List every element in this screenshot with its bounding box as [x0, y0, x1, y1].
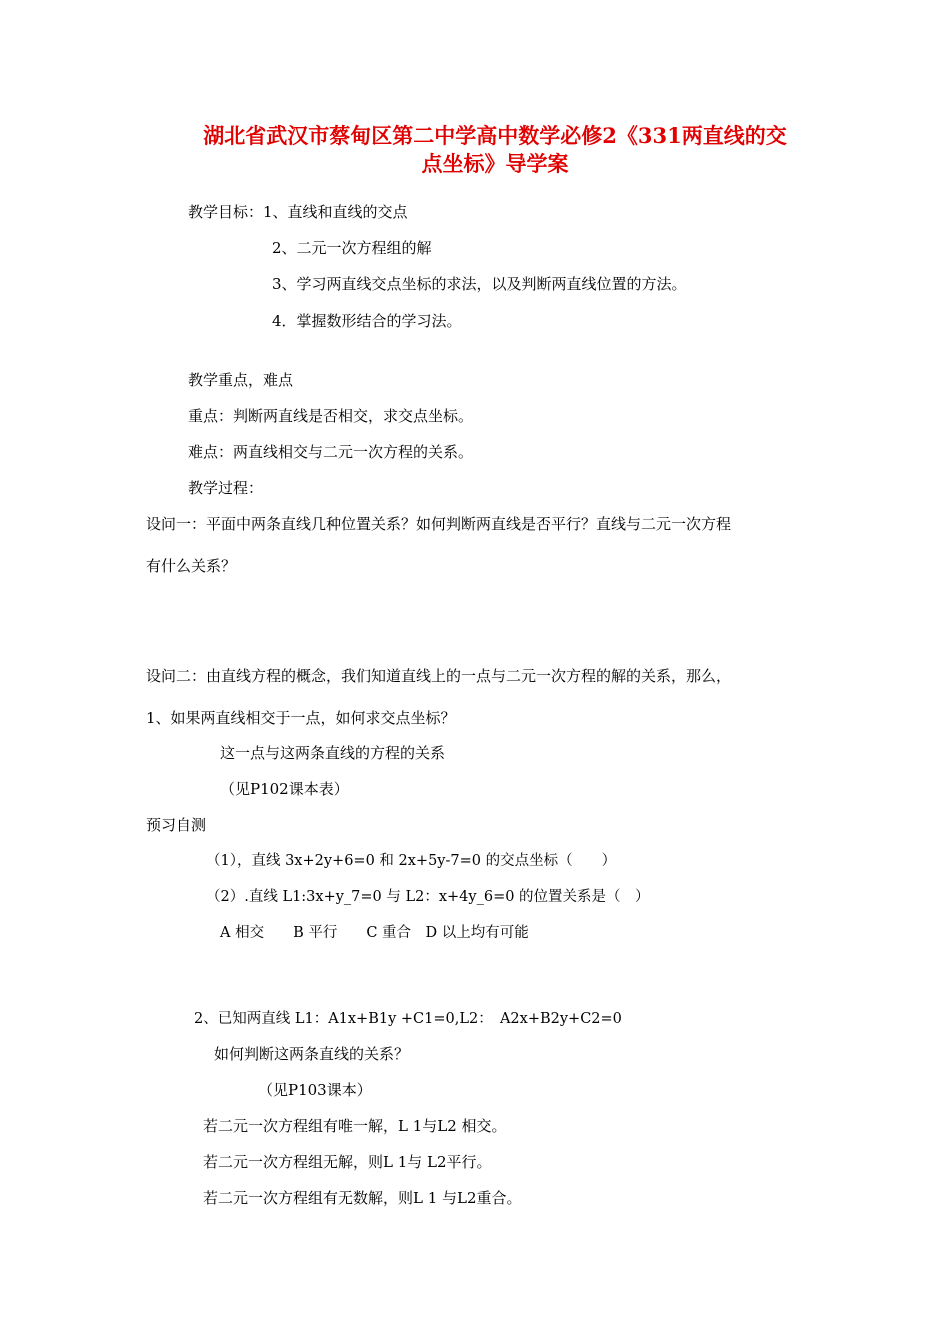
question2-reference: （见P102课本表）: [220, 780, 349, 798]
part2-case3: 若二元一次方程组有无数解，则L 1 与L2重合。: [203, 1189, 522, 1207]
objective-item-2: 2、二元一次方程组的解: [272, 239, 432, 257]
part2-case2: 若二元一次方程组无解，则L 1与 L2平行。: [203, 1153, 492, 1171]
pretest-options: A 相交 B 平行 C 重合 D 以上均有可能: [220, 925, 529, 941]
part2-ask: 如何判断这两条直线的关系？: [214, 1045, 410, 1063]
pretest-q2: （2）.直线 L1:3x+y_7=0 与 L2：x+4y_6=0 的位置关系是（ ）: [206, 889, 650, 905]
pretest-q1: （1），直线 3x+2y+6=0 和 2x+5y-7=0 的交点坐标（ ）: [206, 853, 617, 869]
part2-given: 2、已知两直线 L1：A1x+B1y +C1=0,L2： A2x+B2y+C2=0: [194, 1011, 622, 1027]
focus-point: 重点：判断两直线是否相交，求交点坐标。: [188, 407, 474, 425]
process-heading: 教学过程：: [188, 479, 264, 497]
key-points-heading: 教学重点，难点: [188, 371, 294, 389]
question1-line1: 设问一：平面中两条直线几种位置关系？如何判断两直线是否平行？直线与二元一次方程: [146, 515, 732, 533]
difficulty-point: 难点：两直线相交与二元一次方程的关系。: [188, 443, 474, 461]
pretest-heading: 预习自测: [146, 816, 207, 834]
question2-line1: 设问二：由直线方程的概念，我们知道直线上的一点与二元一次方程的解的关系，那么，: [146, 667, 732, 685]
objective-item-4: 4．掌握数形结合的学习法。: [272, 312, 462, 330]
question2-relation: 这一点与这两条直线的方程的关系: [220, 744, 446, 762]
objectives-label: 教学目标：1、直线和直线的交点: [188, 203, 408, 221]
document-title-line1: 湖北省武汉市蔡甸区第二中学高中数学必修2《331两直线的交: [203, 123, 787, 148]
question2-sub1: 1、如果两直线相交于一点，如何求交点坐标？: [146, 709, 456, 727]
part2-reference: （见P103课本）: [258, 1081, 372, 1099]
question1-line2: 有什么关系？: [146, 557, 237, 575]
objective-item-3: 3、学习两直线交点坐标的求法，以及判断两直线位置的方法。: [272, 275, 687, 293]
part2-case1: 若二元一次方程组有唯一解，L 1与L2 相交。: [203, 1117, 507, 1135]
document-title-line2: 点坐标》导学案: [421, 151, 569, 176]
